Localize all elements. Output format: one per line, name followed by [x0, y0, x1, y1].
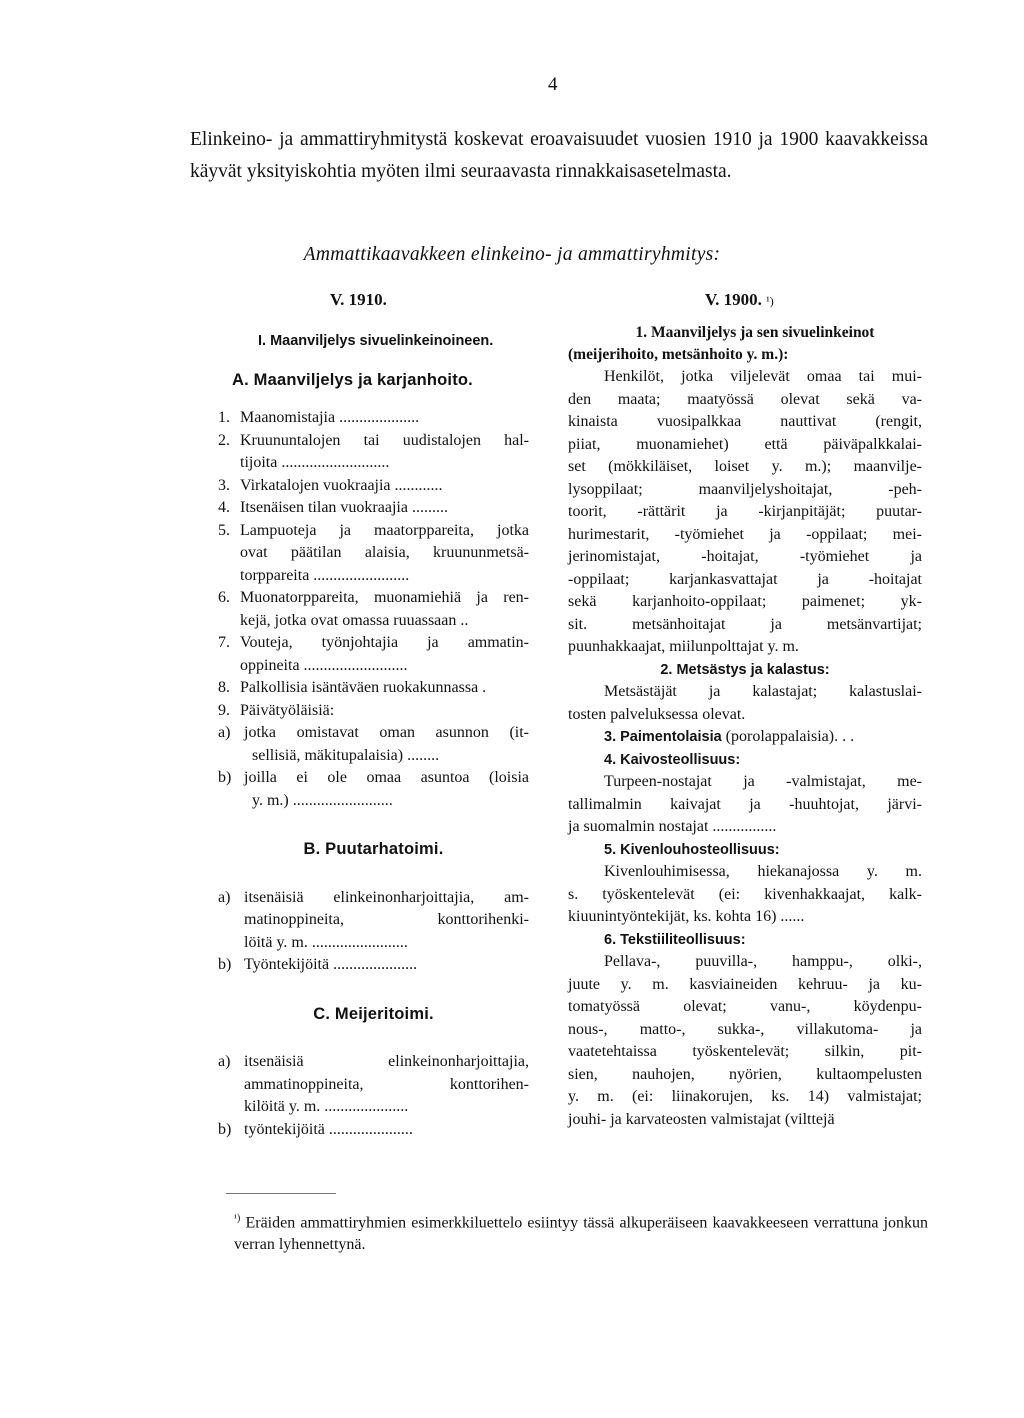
list-item-label: 9.	[218, 701, 230, 719]
section-5-line: kiuunintyöntekijät, ks. kohta 16) ......	[568, 908, 805, 925]
section-1-title-line: 1. Maanviljelys ja sen sivuelinkeinot	[635, 324, 875, 341]
c-item-line: kilöitä y. m. .....................	[244, 1098, 409, 1115]
left-items	[218, 407, 529, 722]
list-item-line: Itsenäisen tilan vuokraajia .........	[240, 499, 448, 516]
section-2-line: tosten palveluksessa olevat.	[568, 705, 746, 723]
section-4-line: tallimalmin kaivajat ja -huuhtojat, järvi-	[568, 795, 922, 813]
page-number: 4	[548, 74, 558, 95]
sub-item-label: a)	[218, 724, 231, 741]
sub-item-line: joilla ei ole omaa asuntoa (loisia	[244, 769, 529, 786]
footnote-mark: ¹)	[234, 1213, 241, 1224]
list-item	[218, 475, 529, 498]
list-item-label: 2.	[218, 431, 230, 449]
list-item-line: Virkatalojen vuokraajia ............	[240, 476, 443, 494]
section-1-line: puunhakkaajat, miilunpolttajat y. m.	[568, 638, 799, 655]
list-item-line: Päivätyöläisiä:	[240, 701, 335, 719]
list-item-text	[240, 632, 529, 677]
section-2-text	[568, 681, 922, 726]
section-6-line: vaatetehtaissa työskentelevät; silkin, pit-	[568, 1043, 922, 1060]
sub-item-line: jotka omistavat oman asunnon (it-	[244, 724, 529, 741]
b-item-line: löitä y. m. ........................	[244, 933, 408, 951]
section-5-title: 5. Kivenlouhosteollisuus:	[604, 841, 780, 858]
list-item-label: 5.	[218, 521, 230, 539]
footnote-text: Eräiden ammattiryhmien esimerkkiluettelo esiintyy tässä alkuperäiseen kaavakkeeseen verrattuna jonkun verran lyhennettynä.	[234, 1214, 929, 1254]
section-1-line: sekä karjanhoito-oppilaat; paimenet; yk-	[568, 593, 922, 610]
section-5-line: Kivenlouhimisessa, hiekanajossa y. m.	[604, 863, 922, 880]
subsection-b-title: B. Puutarhatoimi.	[303, 840, 444, 858]
list-item-line: kejä, jotka ovat omassa ruuassaan ..	[240, 611, 469, 629]
list-item-text	[240, 430, 529, 475]
b-item-text	[244, 887, 529, 955]
section-4-line: ja suomalmin nostajat ................	[568, 818, 777, 835]
section-6-title: 6. Tekstiiliteollisuus:	[604, 931, 746, 948]
c-item-text	[244, 1119, 529, 1142]
section-3-title: 3. Paimentolaisia	[604, 729, 722, 745]
list-item	[218, 497, 529, 520]
b-item-text	[244, 954, 529, 977]
b-item-label: b)	[218, 956, 232, 973]
section-3-rest: (porolappalaisia). . .	[725, 728, 855, 745]
sub-item-line: y. m.) .........................	[252, 791, 393, 809]
list-item-text	[240, 520, 529, 588]
section-2-title: 2. Metsästys ja kalastus:	[660, 661, 830, 678]
list-item-line: Kruununtalojen tai uudistalojen hal-	[240, 431, 529, 449]
section-1-line: sit. metsänhoitajat ja metsänvartijat;	[568, 615, 922, 633]
list-item-text	[240, 407, 529, 430]
footnote	[190, 1208, 928, 1256]
section-title: I. Maanviljelys sivuelinkeinoineen.	[258, 333, 494, 349]
list-item-line: Maanomistajia ....................	[240, 409, 420, 426]
subsection-c-title: C. Meijeritoimi.	[313, 1004, 434, 1023]
section-6-line: tomatyössä olevat; vanu-, köydenpu-	[568, 998, 922, 1015]
b-item	[218, 954, 529, 977]
list-item-line: Lampuoteja ja maatorppareita, jotka	[240, 521, 529, 539]
subheading: Ammattikaavakkeen elinkeino- ja ammattiryhmitys:	[303, 244, 721, 265]
b-item-label: a)	[218, 888, 231, 906]
list-item-line: Palkollisia isäntäväen ruokakunnassa .	[240, 679, 487, 696]
sub-item-line: sellisiä, mäkitupalaisia) ........	[252, 746, 440, 764]
intro-paragraph: Elinkeino- ja ammattiryhmitystä koskevat eroavaisuudet vuosien 1910 ja 1900 kaavakkeissa käyvät yksityiskohtia myöten ilmi seuraavasta rinnakkaisasetelmasta.	[190, 129, 928, 182]
section-3-line	[568, 726, 922, 749]
section-1-line: kinaista vuosipalkkaa nauttivat (rengit,	[568, 413, 922, 430]
left-column	[218, 322, 529, 1141]
list-item-label: 1.	[218, 409, 230, 426]
footnote-body	[190, 1208, 928, 1256]
c-item	[218, 1051, 529, 1119]
c-items	[218, 1051, 529, 1141]
list-item-text	[240, 677, 529, 700]
b-item	[218, 887, 529, 955]
list-item-label: 8.	[218, 679, 230, 696]
c-item-line: ammatinoppineita, konttorihen-	[244, 1075, 529, 1093]
b-items	[218, 887, 529, 977]
list-item	[218, 632, 529, 677]
section-5-text	[568, 861, 922, 929]
subsection-a-title: A. Maanviljelys ja karjanhoito.	[232, 370, 473, 389]
right-column-header	[705, 290, 774, 310]
c-item-line: itsenäisiä elinkeinonharjoittajia,	[244, 1053, 529, 1070]
section-1-title-line: (meijerihoito, metsänhoito y. m.):	[568, 346, 789, 363]
section-1-line: jerinomistajat, -hoitajat, -työmiehet ja	[568, 548, 922, 565]
section-5-line: s. työskentelevät (ei: kivenhakkaajat, kalk-	[568, 885, 922, 903]
list-item-line: torppareita ........................	[240, 566, 410, 584]
sub-item-label: b)	[218, 769, 232, 786]
list-item-label: 7.	[218, 634, 230, 651]
list-item	[218, 677, 529, 700]
section-2-line: Metsästäjät ja kalastajat; kalastuslai-	[604, 683, 922, 700]
list-item-text	[240, 475, 529, 498]
list-item-label: 6.	[218, 589, 230, 606]
section-6-line: nous-, matto-, sukka-, villakutoma- ja	[568, 1020, 922, 1038]
section-4-text	[568, 771, 922, 839]
list-item-line: oppineita ..........................	[240, 656, 408, 674]
list-item-label: 4.	[218, 499, 230, 516]
list-item-line: ovat päätilan alaisia, kruununmetsä-	[240, 544, 529, 561]
b-item-line: itsenäisiä elinkeinonharjoittajia, am-	[244, 888, 529, 906]
header-footnote-mark: ¹)	[766, 294, 774, 308]
list-item	[218, 430, 529, 475]
c-item-text	[244, 1051, 529, 1119]
section-1-line: toorit, -rättärit ja -kirjanpitäjät; puutar-	[568, 503, 922, 520]
section-1-title	[568, 322, 922, 366]
sub-item-text	[244, 722, 529, 767]
list-item-line: tijoita ...........................	[240, 454, 390, 471]
section-1-line: set (mökkiläiset, loiset y. m.); maanvilje-	[568, 458, 922, 475]
list-item	[218, 587, 529, 632]
section-6-line: juute y. m. kasviaineiden kehruu- ja ku-	[568, 975, 922, 993]
section-4-line: Turpeen-nostajat ja -valmistajat, me-	[604, 773, 922, 790]
c-item-label: a)	[218, 1053, 231, 1070]
section-1-line: hurimestarit, -työmiehet ja -oppilaat; mei-	[568, 525, 922, 543]
right-column	[568, 322, 922, 1131]
sub-item-text	[244, 767, 529, 812]
section-1-text	[568, 366, 922, 659]
section-1-line: -oppilaat; karjankasvattajat ja -hoitajat	[568, 570, 922, 588]
section-4-title: 4. Kaivosteollisuus:	[604, 751, 741, 768]
footnote-rule	[226, 1193, 336, 1194]
section-6-line: sien, nauhojen, nyörien, kultaompelusten	[568, 1065, 922, 1083]
c-item-label: b)	[218, 1120, 232, 1138]
section-6-line: jouhi- ja karvateosten valmistajat (vilttejä	[568, 1110, 835, 1128]
list-item	[218, 520, 529, 588]
section-1-line: piiat, muonamiehet) että päiväpalkkalai-	[568, 435, 922, 453]
right-header-year: V. 1900.	[705, 290, 762, 309]
section-6-line: y. m. (ei: liinakorujen, ks. 14) valmistajat;	[568, 1088, 922, 1105]
b-item-line: Työntekijöitä .....................	[244, 956, 418, 973]
list-item-line: Vouteja, työnjohtajia ja ammatin-	[240, 634, 529, 651]
list-item-label: 3.	[218, 476, 230, 494]
list-item	[218, 700, 529, 723]
sub-item	[218, 767, 529, 812]
list-item	[218, 407, 529, 430]
section-1-line: den maata; maatyössä olevat sekä va-	[568, 390, 922, 408]
section-1-line: Henkilöt, jotka viljelevät omaa tai mui-	[604, 368, 922, 385]
b-item-line: matinoppineita, konttorihenki-	[244, 911, 529, 928]
section-1-line: lysoppilaat; maanviljelyshoitajat, -peh-	[568, 480, 922, 498]
c-item-line: työntekijöitä .....................	[244, 1120, 413, 1138]
list-item-text	[240, 587, 529, 632]
section-6-text	[568, 951, 922, 1131]
c-item	[218, 1119, 529, 1142]
list-item-text	[240, 700, 529, 723]
list-item-line: Muonatorppareita, muonamiehiä ja ren-	[240, 589, 529, 606]
item9-sub-list	[218, 722, 529, 812]
list-item-text	[240, 497, 529, 520]
sub-item	[218, 722, 529, 767]
left-column-header: V. 1910.	[330, 290, 387, 309]
section-6-line: Pellava-, puuvilla-, hamppu-, olki-,	[604, 953, 922, 970]
